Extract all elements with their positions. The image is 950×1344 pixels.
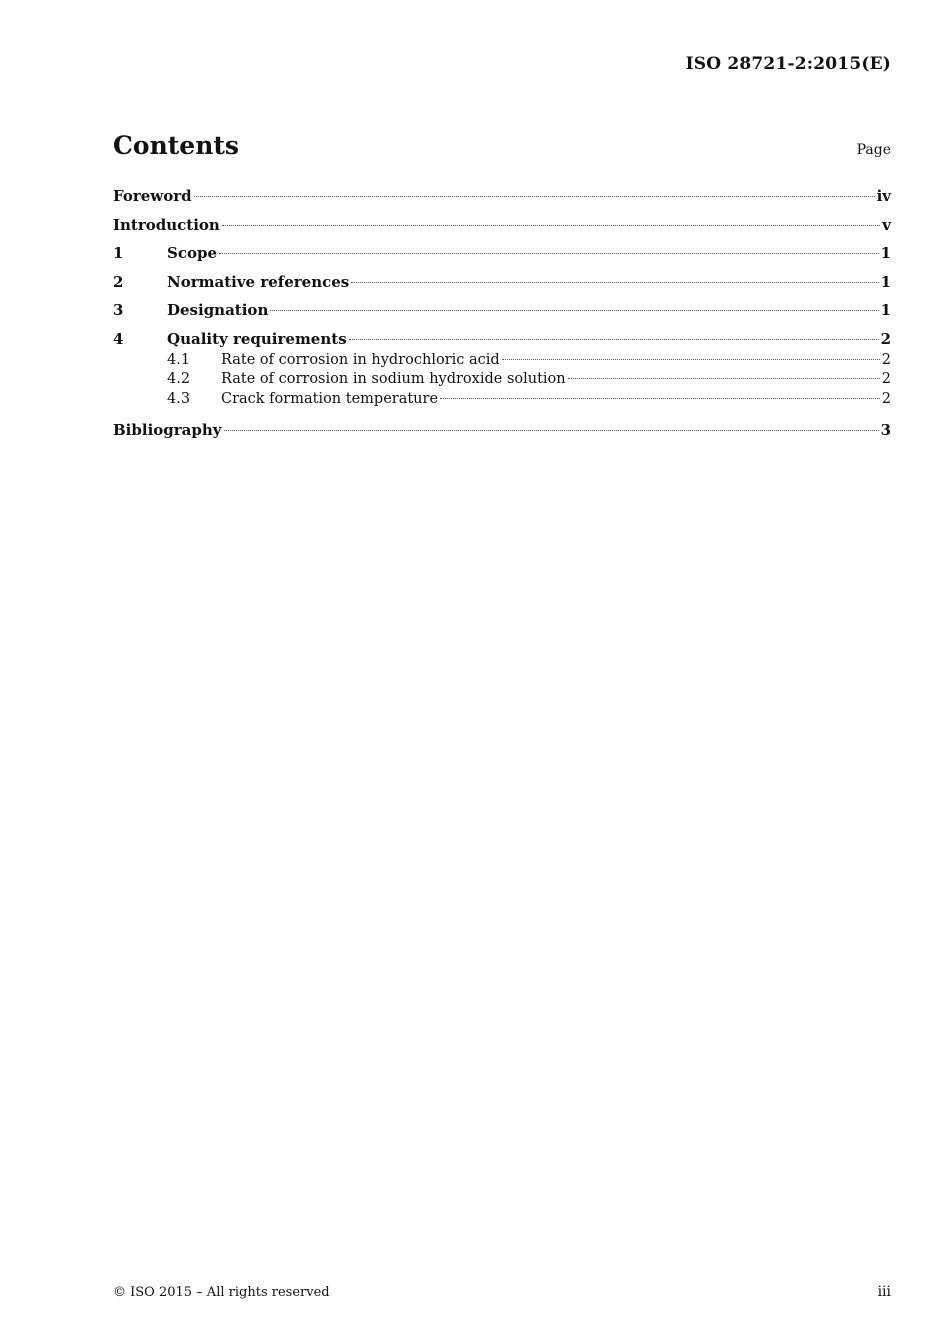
toc-entry-introduction[interactable] <box>113 213 891 242</box>
toc-entry-page: 1 <box>880 272 891 291</box>
toc-entry-number: 4 <box>113 329 124 348</box>
toc-leader-dots <box>351 282 878 283</box>
toc-entry-page: 2 <box>881 351 891 368</box>
toc-leader-dots <box>219 253 879 254</box>
toc-entry-scope[interactable] <box>113 241 891 270</box>
toc-leader-dots <box>224 430 879 431</box>
footer-page-number: iii <box>877 1284 891 1300</box>
toc-entry-title: Introduction <box>113 215 220 234</box>
toc-entry-title: Foreword <box>113 187 192 205</box>
toc-entry-normative-references[interactable] <box>113 270 891 299</box>
toc-leader-dots <box>440 398 880 399</box>
toc-entry-page: 2 <box>881 371 891 387</box>
document-id: ISO 28721-2:2015(E) <box>685 54 891 74</box>
toc-entry-title: Rate of corrosion in hydrochloric acid <box>221 351 500 368</box>
toc-entry-title: Normative references <box>167 272 350 291</box>
toc-entry-designation[interactable] <box>113 298 891 327</box>
toc-entry-title: Crack formation temperature <box>221 390 439 407</box>
toc-leader-dots <box>502 359 880 360</box>
toc-leader-dots <box>270 310 878 311</box>
toc-entry-page: v <box>882 215 891 234</box>
toc-entry-foreword[interactable] <box>113 184 891 213</box>
toc-entry-page: 1 <box>880 301 891 319</box>
page-column-label: Page <box>856 142 891 158</box>
toc-entry-title: Designation <box>167 301 269 319</box>
table-of-contents <box>113 184 891 446</box>
toc-entry-4-3[interactable] <box>113 390 891 418</box>
contents-title: Contents <box>113 131 240 160</box>
toc-entry-title: Rate of corrosion in sodium hydroxide solution <box>221 371 566 387</box>
toc-entry-page: iv <box>876 187 891 205</box>
toc-entry-page: 1 <box>880 244 891 262</box>
toc-leader-dots <box>194 196 875 197</box>
toc-entry-number: 3 <box>113 301 124 319</box>
toc-entry-title: Scope <box>167 244 218 262</box>
toc-entry-page: 2 <box>881 390 891 407</box>
toc-leader-dots <box>568 378 880 379</box>
toc-leader-dots <box>349 339 879 340</box>
toc-entry-page: 2 <box>880 329 891 348</box>
toc-entry-quality-requirements[interactable] <box>113 327 891 351</box>
toc-entry-number: 2 <box>113 272 124 291</box>
toc-entry-number: 4.1 <box>167 351 191 368</box>
toc-entry-title: Quality requirements <box>167 329 347 348</box>
toc-entry-4-1[interactable] <box>113 351 891 371</box>
toc-entry-4-2[interactable] <box>113 370 891 390</box>
toc-entry-number: 1 <box>113 244 124 262</box>
footer-copyright: © ISO 2015 – All rights reserved <box>113 1285 330 1300</box>
toc-entry-page: 3 <box>880 420 891 439</box>
toc-leader-dots <box>222 225 880 226</box>
toc-entry-title: Bibliography <box>113 420 222 439</box>
toc-entry-number: 4.3 <box>167 390 191 407</box>
toc-entry-bibliography[interactable] <box>113 418 891 447</box>
toc-entry-number: 4.2 <box>167 371 191 387</box>
